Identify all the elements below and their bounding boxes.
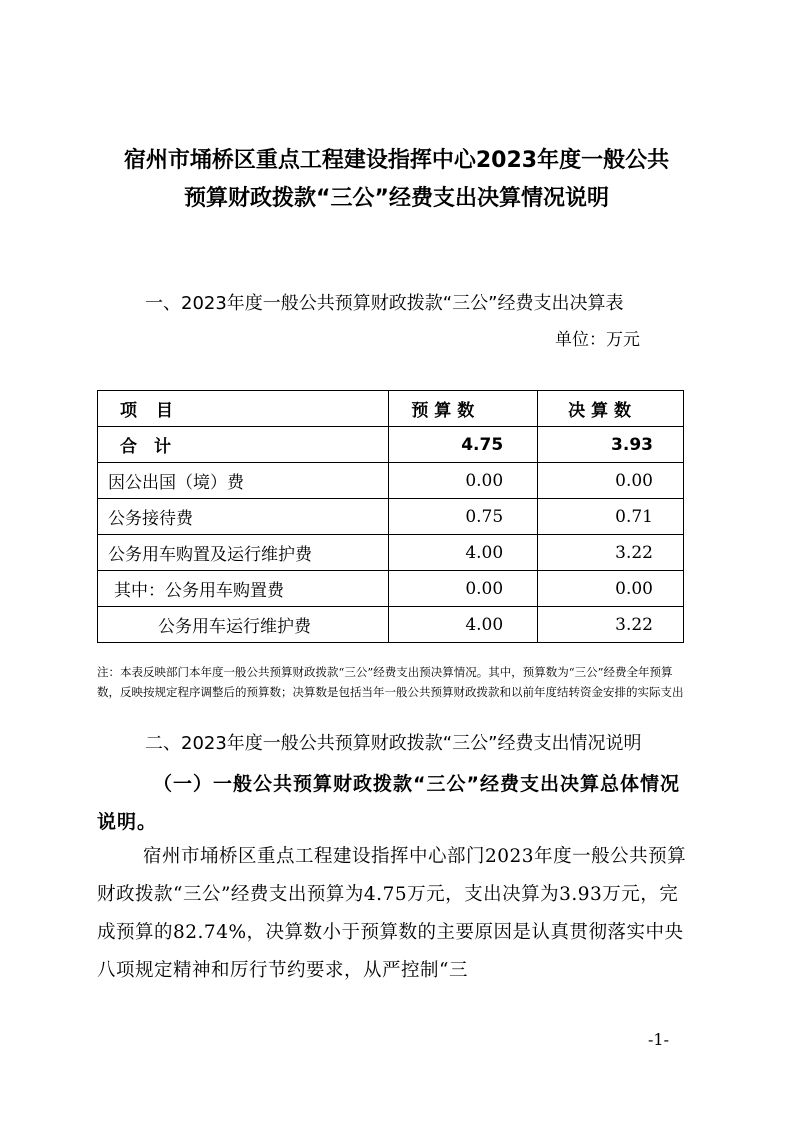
header-budget: 预 算 数 xyxy=(389,391,538,427)
document-title xyxy=(60,142,733,218)
row-actual: 3.93 xyxy=(538,427,684,463)
row-actual: 3.22 xyxy=(538,535,684,571)
header-actual: 决 算 数 xyxy=(538,391,684,427)
table-row-total xyxy=(98,427,684,463)
row-actual: 0.00 xyxy=(538,571,684,607)
unit-label: 单位：万元 xyxy=(555,330,640,350)
table-row xyxy=(98,607,684,643)
header-item: 项 目 xyxy=(98,391,389,427)
row-actual: 0.00 xyxy=(538,463,684,499)
row-item: 因公出国（境）费 xyxy=(98,463,389,499)
row-budget: 4.75 xyxy=(389,427,538,463)
row-actual: 3.22 xyxy=(538,607,684,643)
row-item: 公务接待费 xyxy=(98,499,389,535)
table-row xyxy=(98,463,684,499)
paragraph-1: 宿州市埇桥区重点工程建设指挥中心部门2023年度一般公共预算财政拨款“三公”经费支出预算为4.75万元，支出决算为3.93万元，完成预算的82.74%，决算数小于预算数的主要原因是认真贯彻落实中央八项规定精神和厉行节约要求，从严控制“三 xyxy=(97,846,687,981)
title-line-2: 预算财政拨款“三公”经费支出决算情况说明 xyxy=(184,186,609,211)
row-item: 公务用车购置及运行维护费 xyxy=(98,535,389,571)
table-header-row xyxy=(98,391,684,427)
page-number: -1- xyxy=(648,1030,669,1049)
table-row xyxy=(98,535,684,571)
table-row xyxy=(98,499,684,535)
row-item: 其中：公务用车购置费 xyxy=(98,571,389,607)
section1-heading: 一、2023年度一般公共预算财政拨款“三公”经费支出决算表 xyxy=(145,293,624,314)
subsection1-heading: （一）一般公共预算财政拨款“三公”经费支出决算总体情况说明。 xyxy=(97,773,680,833)
table-note: 注：本表反映部门本年度一般公共预算财政拨款“三公”经费支出预决算情况。其中，预算数为“三公”经费全年预算数，反映按规定程序调整后的预算数；决算数是包括当年一般公共预算财政拨款和以前年度结转资金安排的实际支出 xyxy=(97,665,684,699)
row-budget: 4.00 xyxy=(389,535,538,571)
table-row xyxy=(98,571,684,607)
row-budget: 0.75 xyxy=(389,499,538,535)
row-budget: 0.00 xyxy=(389,571,538,607)
row-item: 合 计 xyxy=(98,427,389,463)
title-line-1: 宿州市埇桥区重点工程建设指挥中心2023年度一般公共 xyxy=(123,148,670,173)
row-item: 公务用车运行维护费 xyxy=(98,607,389,643)
row-actual: 0.71 xyxy=(538,499,684,535)
row-budget: 4.00 xyxy=(389,607,538,643)
section2-heading: 二、2023年度一般公共预算财政拨款“三公”经费支出情况说明 xyxy=(145,733,642,754)
row-budget: 0.00 xyxy=(389,463,538,499)
budget-table xyxy=(97,390,684,643)
